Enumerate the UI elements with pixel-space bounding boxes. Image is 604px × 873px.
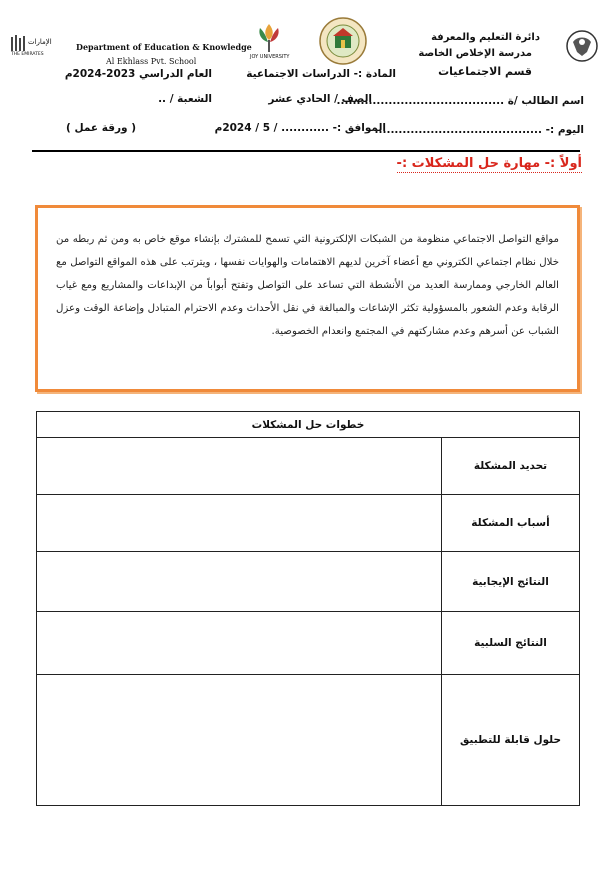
answer-cell-problem-definition[interactable]: [37, 438, 442, 495]
row-label-applicable-solutions: حلول قابلة للتطبيق: [442, 675, 580, 806]
passage-text: مواقع التواصل الاجتماعي منظومة من الشبكات الإلكترونية التي تسمح للمشترك بإنشاء موقع خاص به ومن ثم ربطه من خلال نظام اجتماعي الكتروني مع أعضاء آخرين لديهم الاهتمامات والهوايات نفسها ، ويترتب على هذه المواقع التواصل مع العالم الخارجي وممارسة العديد من الأنشطة التي تساعد على التواصل وتفتح أبواباً من الإبداعات والمشاريع ومع غياب الرقابة وعدم الشعور بالمسؤولية تكثر الإشاعات والمبالغة في نقل الأحداث وعدم الاحترام المتبادل وإضاعة الوقت وعزل الشباب عن أسرهم وعدم مشاركتهم في المجتمع وانعدام الخصوصية.: [56, 234, 559, 337]
row-label-negative-results: النتائج السلبية: [442, 612, 580, 675]
day-field: اليوم :- ..........................................: [374, 124, 584, 136]
social-studies-department: قسم الاجتماعيات: [438, 65, 532, 78]
section-title: أولاً :- مهارة حل المشكلات :-: [396, 156, 582, 171]
student-name-field: اسم الطالب /ة ..........................................: [336, 95, 584, 107]
row-label-positive-results: النتائج الإيجابية: [442, 552, 580, 612]
table-row: [37, 495, 580, 552]
joy-university-logo: [246, 20, 292, 64]
row-label-problem-definition: تحديد المشكلة: [442, 438, 580, 495]
answer-cell-positive-results[interactable]: [37, 552, 442, 612]
subject-label: المادة :- الدراسات الاجتماعية: [246, 68, 396, 80]
uae-logo-text-en: THE EMIRATES: [11, 52, 44, 57]
adek-falcon-emblem: [565, 28, 599, 64]
passage-box: [35, 205, 580, 392]
date-field: الموافق :- ............ / 5 / 2024م: [214, 122, 386, 134]
table-header: خطوات حل المشكلات: [37, 412, 580, 438]
answer-cell-problem-causes[interactable]: [37, 495, 442, 552]
school-name-ar: مدرسة الإخلاص الخاصة: [418, 48, 532, 59]
header-divider: [32, 150, 580, 152]
grade-label: الصف / الحادي عشر: [268, 93, 372, 105]
school-emblem: [315, 16, 371, 66]
table-row: [37, 552, 580, 612]
problem-solving-table: [36, 411, 580, 806]
row-label-problem-causes: أسباب المشكلة: [442, 495, 580, 552]
table-header-row: [37, 412, 580, 438]
uae-logo-text: الإمارات: [28, 38, 52, 46]
table-row: [37, 675, 580, 806]
answer-cell-applicable-solutions[interactable]: [37, 675, 442, 806]
worksheet-label: ( ورقة عمل ): [66, 122, 136, 134]
uae-government-logo: [10, 34, 62, 60]
department-name-ar: دائرة التعليم والمعرفة: [431, 32, 540, 43]
school-name-en: Al Ekhlass Pvt. School: [106, 57, 197, 66]
table-row: [37, 438, 580, 495]
table-row: [37, 612, 580, 675]
joy-logo-text: JOY UNIVERSITY: [250, 54, 290, 60]
section-field: الشعبة / ..: [158, 93, 212, 105]
answer-cell-negative-results[interactable]: [37, 612, 442, 675]
department-name-en: Department of Education & Knowledge: [76, 42, 252, 52]
academic-year: العام الدراسي 2023-2024م: [64, 68, 212, 80]
